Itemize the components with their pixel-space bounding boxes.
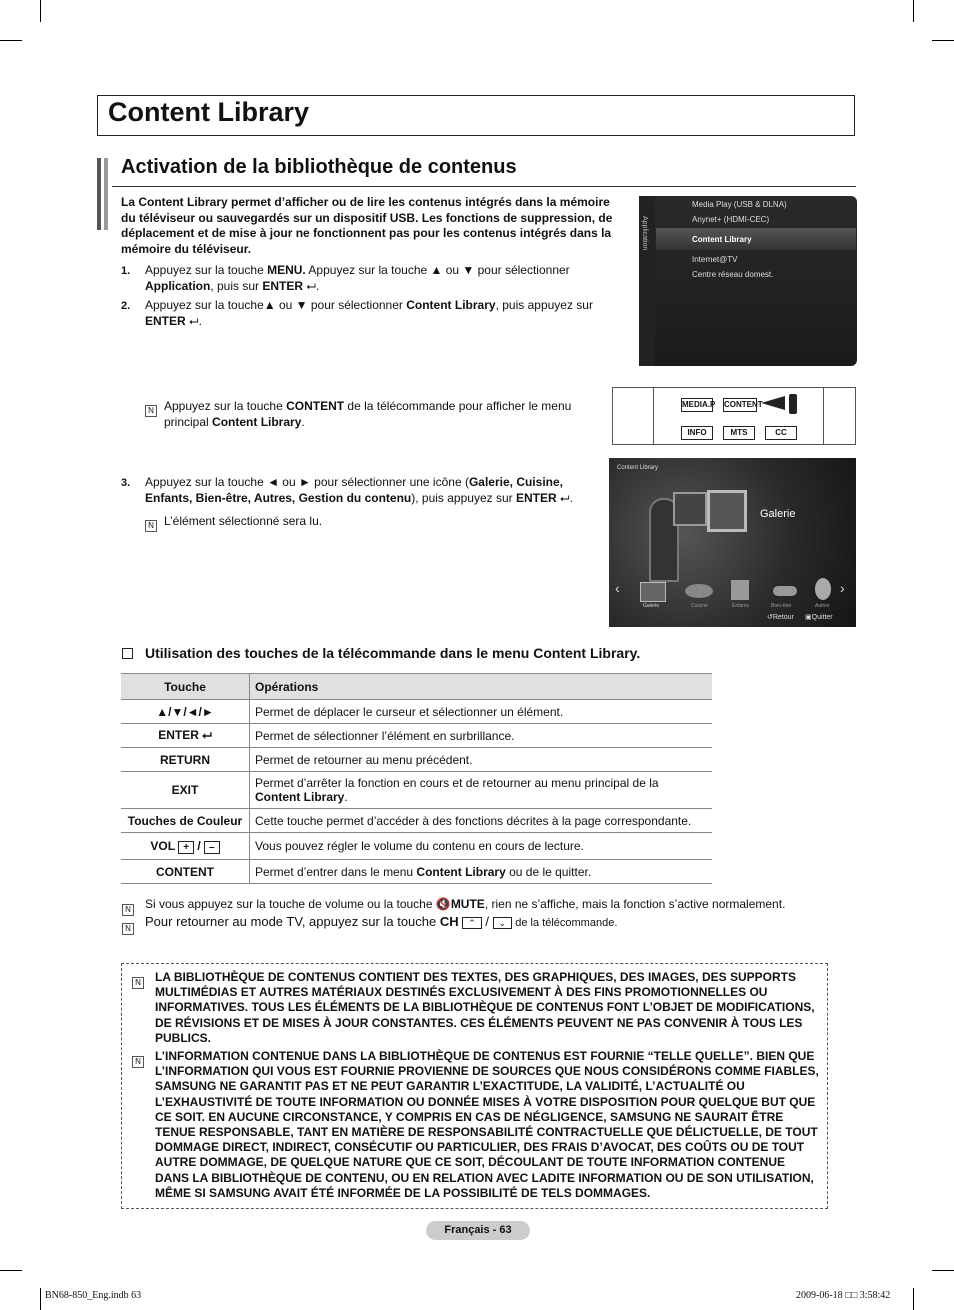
menu-highlight [656, 228, 856, 250]
minus-icon: – [204, 841, 220, 854]
exit-icon: ▣ [805, 614, 812, 621]
key-label: VOL [150, 839, 175, 853]
header-ops: Opérations [250, 674, 713, 700]
exit-hint [805, 613, 833, 621]
step-text: Appuyez sur la touche ◄ ou ► pour sélectionner une icône ( [145, 475, 469, 489]
op-text: Permet d’entrer dans le menu [255, 864, 417, 879]
disclaimer-paragraph: L’INFORMATION CONTENUE DANS LA BIBLIOTHÈQUE DE CONTENUS EST FOURNIE “TELLE QUELLE”. BIEN QUE L’INFORMATION QUI VOUS EST FOURNIE PROVIENNE DE SOURCES QUE NOUS CONSIDÉRONS COMME FIABLES, SAMSUNG NE GARANTIT PAS ET NE PEUT GARANTIR L’EXACTITUDE, LA VALIDITÉ, L’ACTUALITÉ OU L’EXHAUSTIVITÉ DE TOUTE INFORMATION OU DONNÉE MISES À VOTRE DISPOSITION POUR QUELQUE BUT QUE CE SOIT. EN AUCUNE CIRCONSTANCE, Y COMPRIS EN CAS DE NÉGLIGENCE, SAMSUNG NE SAURAIT ÊTRE TENUE RESPONSABLE, TANT EN MATIÈRE DE RESPONSABILITÉ CONTRACTUELLE QUE DÉLICTUELLE, DE TOUT DOMMAGE DIRECT, INDIRECT, CONSÉCUTIF OU PARTICULIER, DES FRAIS D’AVOCAT, DES COÛTS OU DE TOUT AUTRE DOMMAGE, DE QUELQUE NATURE QUE CE SOIT, DÉCOULANT DE TOUTE INFORMATION CONTENUE DANS LA BIBLIOTHÈQUE DE CONTENU, OU EN RELATION AVEC LADITE INFORMATION OU DE SON UTILISATION, MÊME SI SAMSUNG AVAIT ÉTÉ INFORMÉE DE LA POSSIBILITÉ DE TELS DOMMAGES. [155, 1049, 819, 1200]
step-1 [145, 263, 605, 294]
crop-mark [913, 1288, 914, 1310]
crop-mark [40, 1288, 41, 1310]
note-text: Appuyez sur la touche [164, 399, 287, 413]
autres-icon[interactable] [815, 578, 831, 600]
note-selected: L’élément sélectionné sera lu. [164, 514, 323, 528]
step-bold: Application [145, 278, 211, 293]
content-library-screen [609, 458, 856, 627]
page-title: Content Library [108, 97, 310, 127]
category-label: Bien-être [771, 603, 792, 609]
frame-image [673, 492, 707, 526]
footer-file: BN68-850_Eng.indb 63 [45, 1290, 142, 1301]
table-row [121, 724, 712, 748]
step-text: , puis sur [210, 278, 263, 293]
category-label: Cuisine [691, 603, 708, 609]
enter-icon: ⮠ [559, 490, 570, 505]
enfants-icon[interactable] [731, 580, 749, 600]
step-bold: ENTER [262, 278, 304, 293]
return-hint [767, 613, 794, 621]
step-bold: ENTER [515, 490, 557, 505]
key-cell: EXIT [121, 772, 250, 809]
exit-label: Quitter [811, 614, 833, 621]
step-text: ), puis appuyez sur [411, 490, 516, 505]
step-text: Appuyez sur la touche ▲ ou ▼ pour sélectionner [305, 263, 570, 277]
op-text: ou de le quitter. [505, 864, 592, 879]
arrow-right-icon[interactable]: › [840, 580, 845, 596]
op-cell [250, 772, 713, 809]
selected-category-label: Galerie [760, 508, 796, 520]
enter-icon: ⮠ [306, 278, 316, 293]
return-label: Retour [772, 614, 794, 621]
note-text: Si vous appuyez sur la touche de volume ou la touche [145, 897, 436, 911]
intro-paragraph: La Content Library permet d’afficher ou de lire les contenus intégrés dans la mémoire du téléviseur ou sauvegardés sur un dispositif USB. Les fonctions de suppression, de déplacement et de mise à jour ne fonctionnent pas pour les contenus intégrés dans la mémoire du téléviseur. [121, 195, 613, 256]
crop-mark [0, 1270, 22, 1271]
note-text: , rien ne s’affiche, mais la fonction s’active normalement. [484, 897, 786, 911]
sub-heading: Utilisation des touches de la télécommande dans le menu Content Library. [145, 645, 641, 661]
frame-image [707, 490, 747, 532]
note-ch: Pour retourner au mode TV, appuyez sur la touche CH ⌃ / ⌄ de la télécommande. [145, 914, 618, 929]
op-cell: Permet de retourner au menu précédent. [250, 748, 713, 772]
step-2 [145, 298, 615, 329]
table-row [121, 809, 712, 833]
remote-illustration [612, 387, 856, 445]
step-bold: Galerie, Cuisine, Enfants, Bien-être, Autres, Gestion du contenu [145, 475, 563, 505]
step-number: 3. [121, 477, 131, 489]
key-cell [121, 724, 250, 748]
menu-item[interactable]: Internet@TV [692, 255, 738, 264]
menu-side-label: Application [641, 216, 648, 251]
crop-mark [932, 40, 954, 41]
note-bold: CH [439, 914, 459, 929]
table-header [121, 674, 712, 700]
screen-header: Content Library [617, 465, 659, 471]
table-row [121, 772, 712, 809]
op-bold: Content Library [416, 864, 506, 879]
step-text: . [569, 490, 573, 505]
crop-mark [932, 1270, 954, 1271]
note-mute [145, 897, 785, 911]
note-icon: N [145, 515, 157, 533]
category-label: Galerie [643, 603, 660, 609]
category-label: Autres [815, 603, 830, 609]
note-text: de la télécommande. [512, 917, 618, 929]
note-bold: CONTENT [286, 399, 345, 413]
note-text: de la télécommande pour afficher le menu principal [164, 399, 572, 429]
footer-date: 2009-06-18 □□ 3:58:42 [796, 1290, 891, 1301]
return-icon: ↺ [767, 614, 773, 621]
menu-item[interactable]: Anynet+ (HDMI-CEC) [692, 215, 770, 224]
key-cell: ▲/▼/◄/► [121, 700, 250, 724]
step-number: 2. [121, 300, 131, 312]
ch-down-icon: ⌄ [493, 917, 513, 929]
mts-button[interactable]: MTS [723, 426, 755, 440]
key-cell: Touches de Couleur [121, 809, 250, 833]
volume-icon [761, 396, 785, 410]
op-cell: Permet de sélectionner l’élément en surbrillance. [250, 724, 713, 748]
section-bar [97, 158, 101, 230]
op-text: . [344, 790, 348, 804]
key-label: ENTER [158, 728, 199, 742]
disclaimer-paragraph: LA BIBLIOTHÈQUE DE CONTENUS CONTIENT DES TEXTES, DES GRAPHIQUES, DES IMAGES, DES SUPPORTS MULTIMÉDIAS ET AUTRES MATÉRIAUX DESTINÉS EXCLUSIVEMENT À DES FINS PROMOTIONNELLES OU INFORMATIVES. TOUS LES ÉLÉMENTS DE LA BIBLIOTHÈQUE DE CONTENUS FONT L’OBJET DE MODIFICATIONS, DE RÉVISIONS ET DE MISES À JOUR CONSTANTES. CES ÉLÉMENTS PEUVENT NE PAS CONVENIR À TOUS LES PUBLICS. [155, 970, 815, 1045]
plus-icon: + [178, 841, 194, 854]
table-row [121, 860, 712, 884]
note-text: . [301, 414, 305, 429]
note-bold: Content Library [212, 414, 302, 429]
enter-icon: ⮠ [189, 313, 199, 328]
enter-icon: ⮠ [202, 728, 212, 742]
crop-mark [0, 40, 22, 41]
category-label: Enfants [732, 603, 749, 609]
crop-mark [913, 0, 914, 22]
ch-up-icon: ⌃ [462, 917, 482, 929]
galerie-icon[interactable] [640, 582, 666, 602]
key-cell: CONTENT [121, 860, 250, 884]
menu-item[interactable]: Centre réseau domest. [692, 270, 774, 279]
op-cell: Permet de déplacer le curseur et sélectionner un élément. [250, 700, 713, 724]
menu-item[interactable]: Media Play (USB & DLNA) [692, 200, 787, 209]
bien-etre-icon[interactable] [773, 586, 797, 596]
note-icon: N [122, 918, 134, 936]
arrow-left-icon[interactable]: ‹ [615, 580, 620, 596]
note-content [164, 399, 594, 430]
op-cell: Vous pouvez régler le volume du contenu en cours de lecture. [250, 833, 713, 860]
page-number-badge: Français - 63 [426, 1221, 530, 1240]
step-text: , puis appuyez sur [495, 298, 593, 312]
note-bold: MUTE [450, 897, 485, 911]
step-number: 1. [121, 265, 131, 277]
table-row [121, 833, 712, 860]
note-icon: N [122, 899, 134, 917]
op-cell: Cette touche permet d’accéder à des fonctions décrites à la page correspondante. [250, 809, 713, 833]
section-title: Activation de la bibliothèque de contenus [121, 156, 517, 178]
note-icon: N [132, 1051, 144, 1069]
step-text: Appuyez sur la touche [145, 263, 268, 277]
media-p-button[interactable]: MEDIA.P [681, 398, 713, 412]
crop-mark [40, 0, 41, 22]
note-icon: N [145, 400, 157, 418]
key-cell: RETURN [121, 748, 250, 772]
content-button[interactable]: CONTENT [723, 398, 757, 412]
menu-item-selected[interactable]: Content Library [692, 235, 752, 244]
mute-icon: 🔇 [435, 897, 451, 911]
key-cell: VOL + / – [121, 833, 250, 860]
step-text: . [198, 313, 202, 328]
cuisine-icon[interactable] [685, 584, 713, 598]
step-bold: ENTER [145, 313, 186, 328]
step-text: Appuyez sur la touche▲ ou ▼ pour sélectionner [145, 298, 407, 312]
step-3 [145, 475, 595, 506]
note-icon: N [132, 972, 144, 990]
button-edge [789, 394, 797, 414]
info-button[interactable]: INFO [681, 426, 713, 440]
step-bold: MENU. [267, 263, 306, 277]
table-row [121, 748, 712, 772]
cc-button[interactable]: CC [765, 426, 797, 440]
table-row [121, 700, 712, 724]
note-text: Pour retourner au mode TV, appuyez sur la touche [145, 914, 440, 929]
header-key: Touche [121, 674, 250, 700]
tv-application-menu [639, 196, 857, 366]
step-text: . [316, 278, 320, 293]
key-operations-table [121, 673, 712, 884]
op-bold: Content Library [255, 790, 345, 804]
section-divider [112, 186, 856, 187]
op-text: Permet d’arrêter la fonction en cours et de retourner au menu principal de la [255, 776, 659, 790]
step-bold: Content Library [406, 298, 496, 312]
op-cell [250, 860, 713, 884]
checkbox-bullet-icon [122, 648, 133, 659]
section-bar [104, 158, 108, 230]
